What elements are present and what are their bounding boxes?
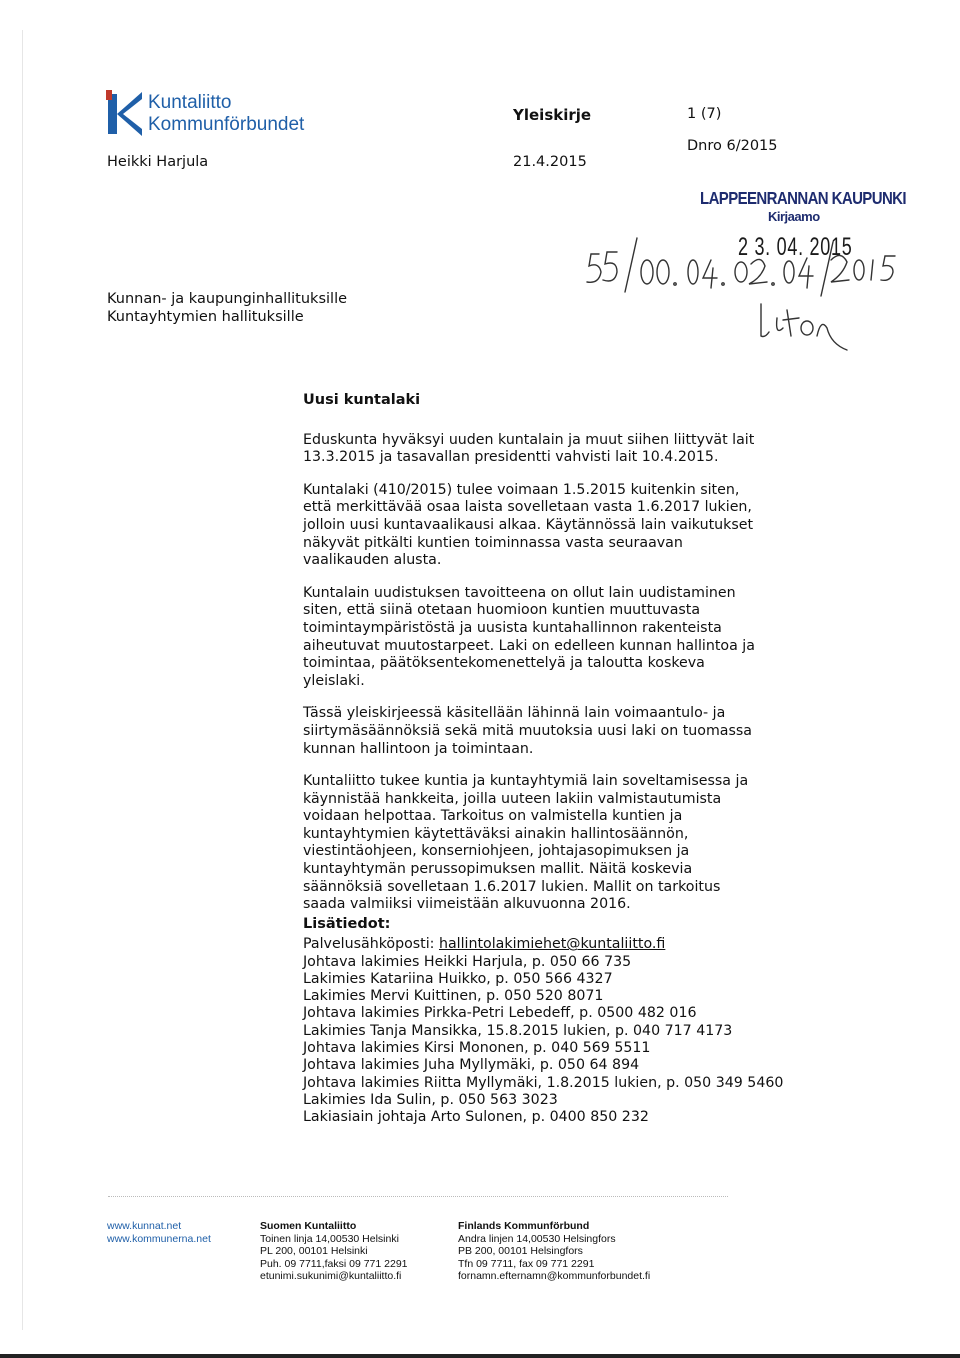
org-name-sv: Kommunförbundet (148, 114, 305, 135)
footer-line: Toinen linja 14,00530 Helsinki (260, 1232, 399, 1245)
footer-line: PB 200, 00101 Helsingfors (458, 1245, 583, 1258)
body-paragraph: Kuntalaki (410/2015) tulee voimaan 1.5.2015 kuitenkin siten, että merkittävää osaa laista sovelletaan vasta 1.6.2017 lukien, jolloin uusi kuntavaalikausi alkaa. Käytännössä lain vaikutukset näkyvät pitkälti kuntien toiminnassa vasta seuraavan vaalikauden alusta. (303, 481, 754, 569)
recipient-line: Kunnan- ja kaupunginhallituksille (107, 291, 348, 307)
footer-address-fi (260, 1220, 408, 1283)
footer-web-link[interactable]: www.kommunerna.net (107, 1232, 211, 1245)
recipient-line: Kuntayhtymien hallituksille (107, 309, 304, 325)
contact-line: Lakiasiain johtaja Arto Sulonen, p. 0400 850 232 (303, 1109, 649, 1126)
footer-line: etunimi.sukunimi@kuntaliitto.fi (260, 1270, 402, 1283)
footer-address-sv (458, 1220, 650, 1283)
footer-org-fi: Suomen Kuntaliitto (260, 1220, 357, 1232)
scan-bottom-edge (0, 1354, 960, 1358)
contact-line: Lakimies Katariina Huikko, p. 050 566 4327 (303, 970, 613, 987)
contact-line: Johtava lakimies Riitta Myllymäki, 1.8.2015 lukien, p. 050 349 5460 (303, 1074, 784, 1091)
service-email-line (303, 936, 823, 953)
body-paragraph: Kuntalain uudistuksen tavoitteena on ollut lain uudistaminen siten, että siinä otetaan huomioon kuntien muuttuvasta toimintaympäristöstä ja uusista kuntahallinnon rakenteista aiheutuvat muutostarpeet. Laki on edelleen kunnan hallintoa ja toimintaa, päätöksentekomenettelyä ja taloutta koskeva yleislaki. (303, 584, 755, 689)
sender-name: Heikki Harjula (107, 154, 209, 170)
footer-line: Tfn 09 7711, fax 09 771 2291 (458, 1257, 595, 1270)
service-email-label: Palvelusähköposti: (303, 936, 435, 953)
footer-line: Puh. 09 7711,faksi 09 771 2291 (260, 1257, 408, 1270)
document-number: Dnro 6/2015 (687, 138, 778, 154)
contact-line: Johtava lakimies Pirkka-Petri Lebedeff, p. 0500 482 016 (303, 1005, 697, 1022)
kuntaliitto-logo-icon (106, 90, 146, 136)
letter-title: Uusi kuntalaki (303, 392, 421, 408)
footer-line: Andra linjen 14,00530 Helsingfors (458, 1232, 616, 1245)
service-email-link[interactable]: hallintolakimiehet@kuntaliitto.fi (438, 936, 666, 953)
page-number: 1 (7) (687, 106, 722, 122)
additional-info (303, 916, 823, 1127)
footer-line: fornamn.efternamn@kommunforbundet.fi (458, 1270, 651, 1283)
contact-line: Lakimies Ida Sulin, p. 050 563 3023 (303, 1091, 558, 1108)
footer-web-link[interactable]: www.kunnat.net (107, 1220, 182, 1232)
stamp-registry: Kirjaamo (768, 209, 820, 224)
stamp-organization: LAPPEENRANNAN KAUPUNKI (700, 189, 906, 209)
organization-name (148, 92, 304, 136)
document-date: 21.4.2015 (513, 154, 587, 170)
org-name-fi: Kuntaliitto (148, 92, 232, 113)
body-paragraph: Kuntaliitto tukee kuntia ja kuntayhtymiä lain soveltamisessa ja käynnistää hankkeita, joilla uuteen lakiin valmistautumista voidaan helpottaa. Tarkoitus on valmistella kuntien ja kuntayhtymien käytettäväksi ainakin hallintosäännön, viestintäohjeen, konserniohjeen, johtajasopimuksen ja kuntayhtymän perussopimuksen mallit. Näitä koskevia säännöksiä sovelletaan 1.6.2017 lukien. Mallit on tarkoitus saada valmiiksi viimeistään alkuvuonna 2016. (303, 773, 749, 913)
contact-line: Lakimies Tanja Mansikka, 15.8.2015 lukien, p. 040 717 4173 (303, 1022, 733, 1039)
contact-line: Lakimies Mervi Kuittinen, p. 050 520 8071 (303, 988, 604, 1005)
body-paragraph: Tässä yleiskirjeessä käsitellään lähinnä lain voimaantulo- ja siirtymäsäännöksiä sekä mitä muutoksia uusi laki on tuomassa kunnan hallintoon ja toimintaan. (303, 705, 752, 757)
stamp-date: 2 3. 04. 2015 (738, 233, 853, 261)
footer-divider (108, 1196, 728, 1197)
footer-org-sv: Finlands Kommunförbund (458, 1220, 590, 1232)
scan-edge-line (22, 30, 23, 1330)
contact-line: Johtava lakimies Heikki Harjula, p. 050 66 735 (303, 953, 632, 970)
contact-line: Johtava lakimies Juha Myllymäki, p. 050 64 894 (303, 1057, 640, 1074)
contact-line: Johtava lakimies Kirsi Mononen, p. 040 569 5511 (303, 1040, 651, 1057)
body-paragraph: Eduskunta hyväksyi uuden kuntalain ja muut siihen liittyvät lait 13.3.2015 ja tasavallan presidentti vahvisti lait 10.4.2015. (303, 431, 755, 466)
footer-line: PL 200, 00101 Helsinki (260, 1245, 368, 1258)
document-type: Yleiskirje (513, 106, 592, 124)
info-title: Lisätiedot: (303, 916, 391, 932)
recipients (107, 290, 347, 326)
letter-body (303, 392, 763, 929)
footer-websites (107, 1220, 211, 1245)
handwritten-registry-note (585, 232, 925, 352)
